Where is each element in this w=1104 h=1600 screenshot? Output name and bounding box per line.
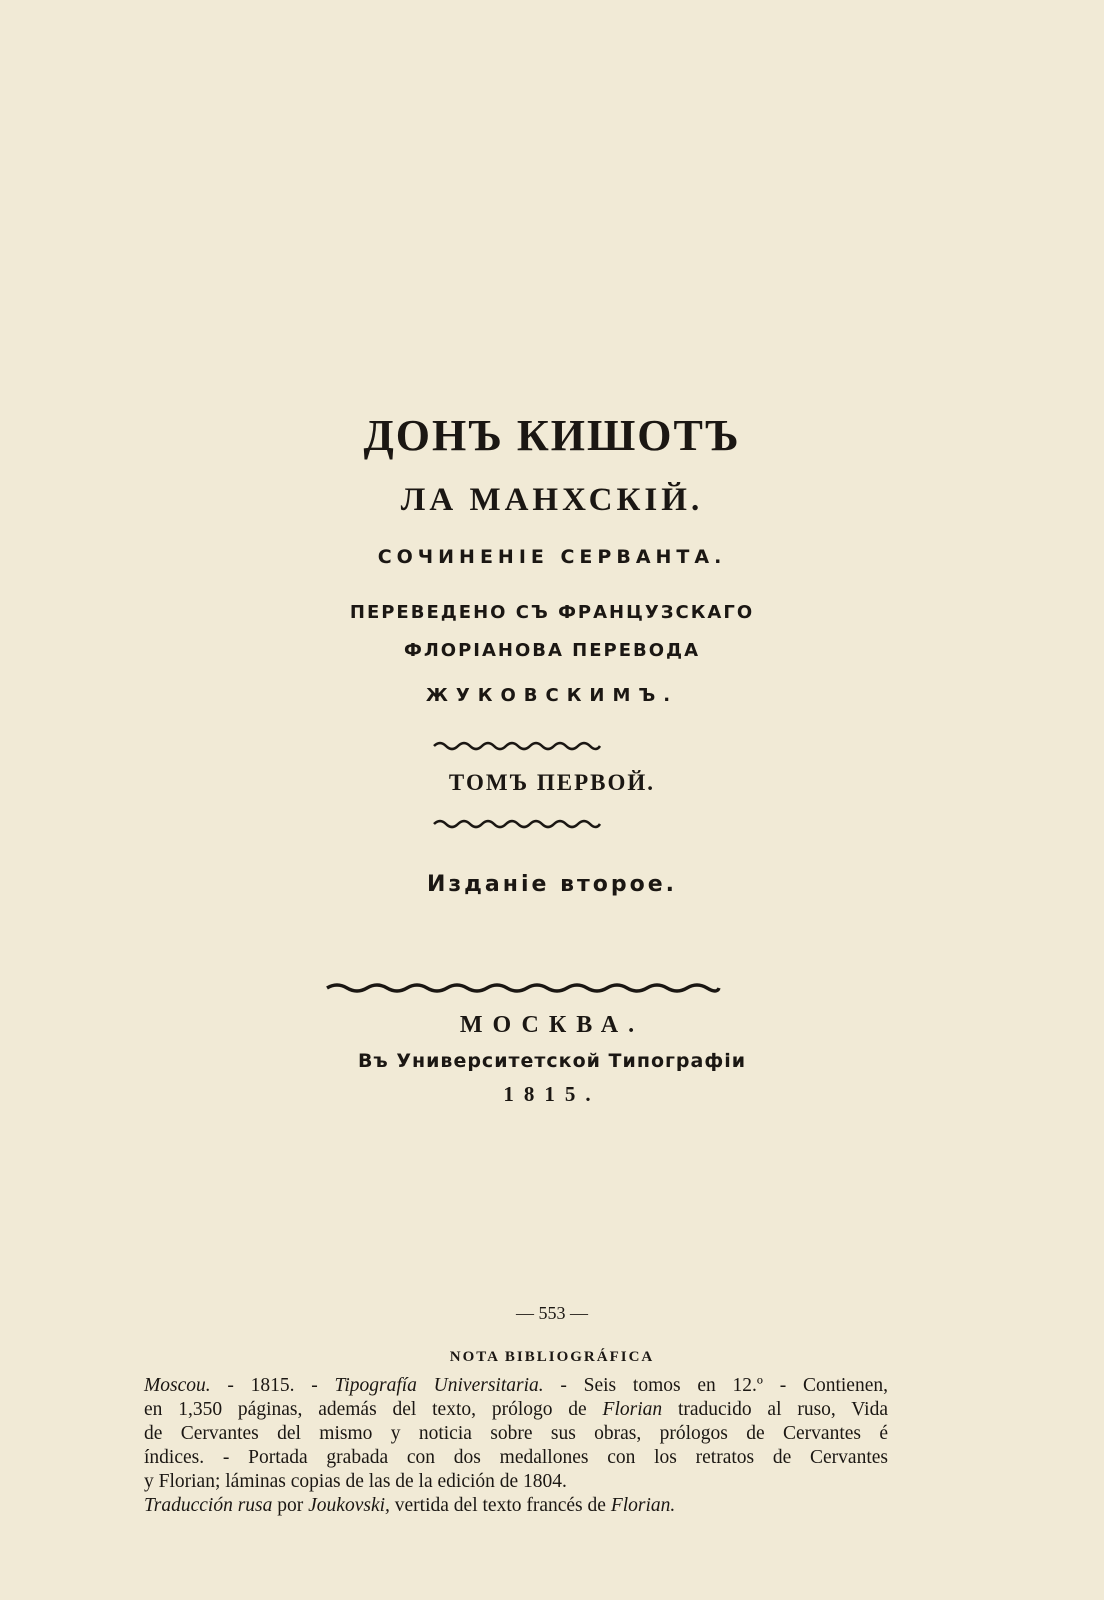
note-text: por <box>272 1495 309 1516</box>
note-line: y Florian; láminas copias de las de la edición de 1804. <box>144 1471 567 1492</box>
translation-line-2: ФЛОРІАНОВА ПЕРЕВОДА <box>403 640 701 661</box>
note-text: en 1,350 páginas, además del texto, prólogo de <box>144 1399 603 1420</box>
note-text: - 1815. - <box>210 1375 335 1396</box>
edition-label: Изданіе второе. <box>426 872 678 897</box>
publication-year: 1815. <box>503 1082 601 1106</box>
city-name: МОСКВА. <box>459 1012 645 1038</box>
note-text: Traducción rusa <box>144 1495 273 1516</box>
wave-ornament-bottom <box>325 980 721 996</box>
note-text: Moscou. <box>144 1375 211 1396</box>
translation-line-1: ПЕРЕВЕДЕНО СЪ ФРАНЦУЗСКАГО <box>349 602 755 623</box>
note-line <box>144 1494 888 1518</box>
note-text: Joukovski, <box>308 1495 390 1516</box>
note-text: Tipografía Universitaria. <box>334 1375 544 1396</box>
wave-ornament-middle <box>432 818 602 830</box>
wave-ornament-top <box>432 740 602 752</box>
note-text: traducido al ruso, Vida <box>662 1399 888 1420</box>
book-title: ДОНЪ КИШОТЪ <box>363 411 741 460</box>
volume-label: ТОМЪ ПЕРВОЙ. <box>448 770 656 795</box>
nota-heading: NOTA BIBLIOGRÁFICA <box>449 1349 655 1365</box>
author-line: СОЧИНЕНІЕ СЕРВАНТА. <box>377 546 727 568</box>
note-line: de Cervantes del mismo y noticia sobre sus obras, prólogos de Cervantes é <box>144 1423 888 1444</box>
note-line: índices. - Portada grabada con dos medallones con los retratos de Cervantes <box>144 1447 888 1468</box>
bibliographic-note <box>144 1374 888 1518</box>
note-line <box>144 1398 888 1422</box>
note-line <box>144 1374 888 1398</box>
translator-name: ЖУКОВСКИМЪ. <box>425 685 679 706</box>
book-subtitle: ЛА МАНХСКІЙ. <box>400 482 704 518</box>
printer-name: Въ Университетской Типографіи <box>357 1050 747 1072</box>
note-text: vertida del texto francés de <box>389 1495 611 1516</box>
note-text: - Seis tomos en 12.º - Contienen, <box>543 1375 888 1396</box>
page-number: — 553 — <box>516 1303 588 1323</box>
note-text: Florian <box>602 1399 663 1420</box>
note-text: Florian. <box>610 1495 676 1516</box>
